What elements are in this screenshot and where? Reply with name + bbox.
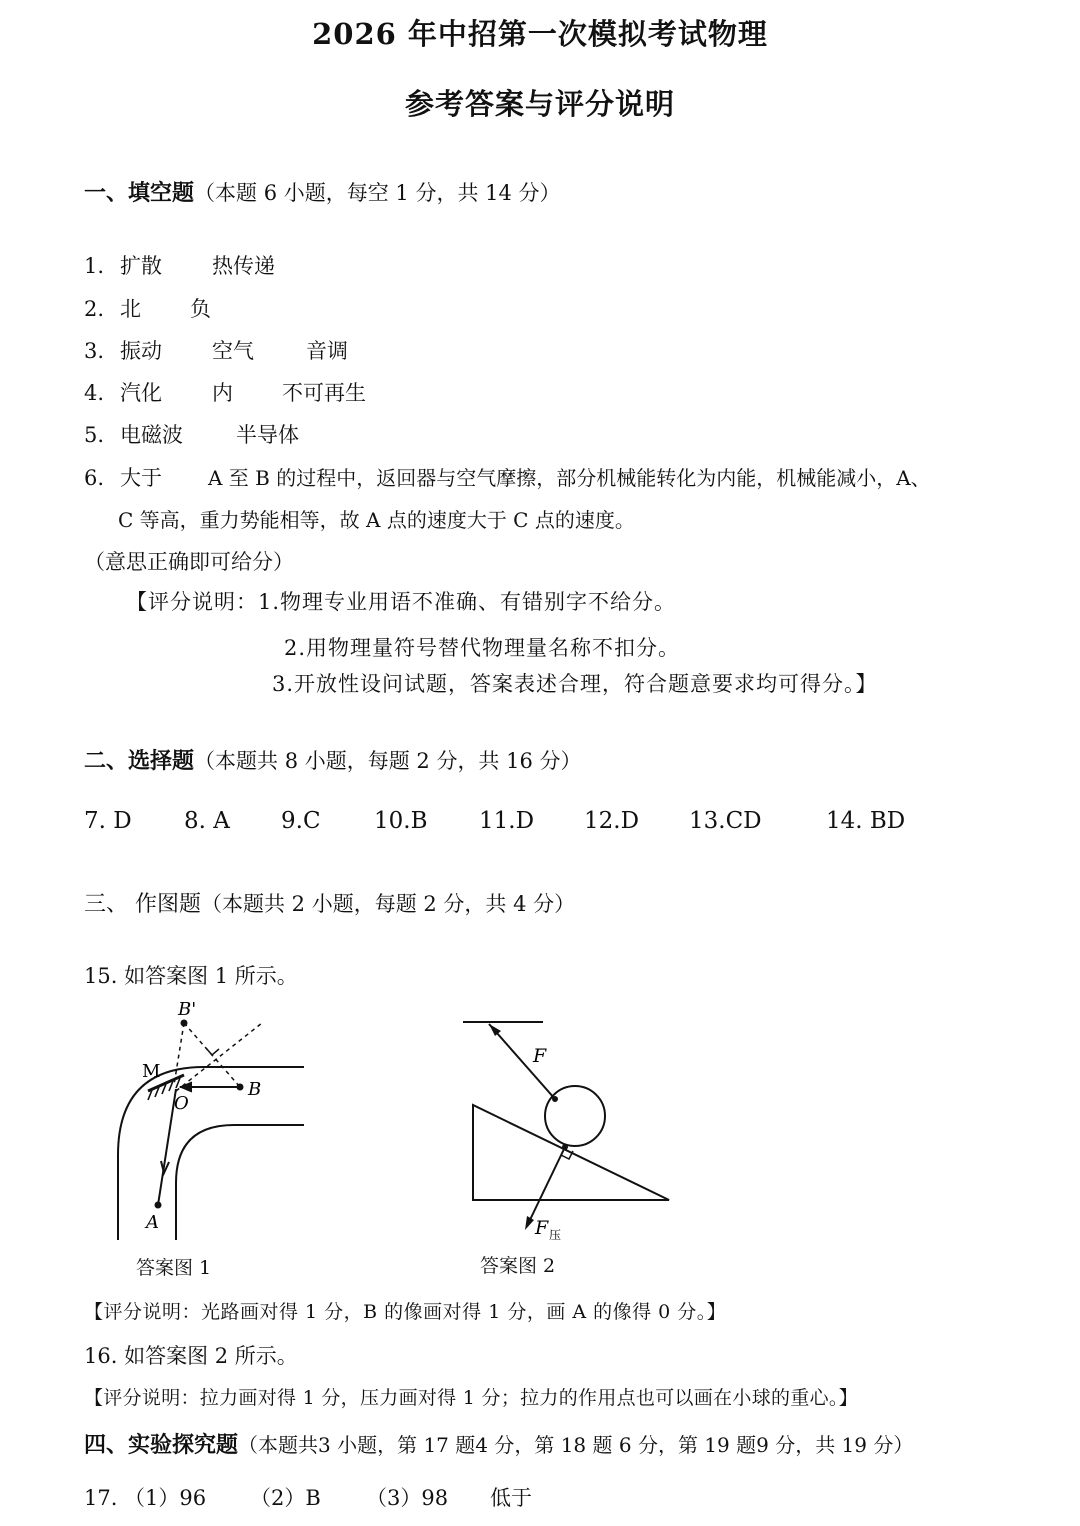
page-title: 2026 年中招第一次模拟考试物理 bbox=[312, 17, 768, 51]
contact-point bbox=[562, 1144, 568, 1150]
answer: （3）98 bbox=[366, 1486, 449, 1510]
explanation-line-2: C 等高，重力势能相等，故 A 点的速度大于 C 点的速度。 bbox=[118, 508, 635, 532]
answer-line-3: 3. 振动 空气 音调 bbox=[84, 335, 348, 365]
label-f-press-sub: 压 bbox=[549, 1228, 562, 1242]
incline bbox=[473, 1105, 669, 1200]
scoring-note-2: 2.用物理量符号替代物理量名称不扣分。 bbox=[284, 636, 681, 660]
point-b-prime bbox=[181, 1020, 188, 1027]
choice-answer: 7. D bbox=[84, 808, 132, 834]
point-b bbox=[237, 1084, 244, 1091]
tension-point bbox=[552, 1096, 558, 1102]
point-a bbox=[155, 1202, 162, 1209]
choice-answer: 10.B bbox=[374, 808, 428, 834]
pressure-line bbox=[528, 1147, 565, 1224]
ball bbox=[545, 1086, 605, 1146]
choice-answer: 9.C bbox=[281, 808, 321, 834]
answer: 振动 bbox=[120, 339, 162, 363]
choice-answer: 11.D bbox=[479, 808, 535, 834]
answer: 热传递 bbox=[212, 254, 275, 278]
explanation-line-1: A 至 B 的过程中，返回器与空气摩擦，部分机械能转化为内能，机械能减小，A、 bbox=[208, 466, 931, 490]
answer-line-17: 17. （1）96 （2）B （3）98 低于 bbox=[84, 1482, 532, 1512]
answer-line-6: 6. 大于 A 至 B 的过程中，返回器与空气摩擦，部分机械能转化为内能，机械能减小，A、 bbox=[84, 462, 931, 492]
right-angle-mark bbox=[206, 1048, 219, 1055]
figure-2-caption: 答案图 2 bbox=[480, 1255, 556, 1277]
choice-answers bbox=[0, 808, 1080, 842]
answer-line-1: 1. 扩散 热传递 bbox=[84, 250, 275, 280]
scoring-note-16: 【评分说明：拉力画对得 1 分，压力画对得 1 分；拉力的作用点也可以画在小球的重心。】 bbox=[84, 1387, 859, 1409]
label-f-press: F bbox=[535, 1217, 549, 1239]
answer: 半导体 bbox=[236, 423, 299, 447]
section-2-title: 二、选择题 bbox=[84, 748, 195, 774]
answer-line-5: 5. 电磁波 半导体 bbox=[84, 419, 299, 449]
section-3-desc: （本题共 2 小题，每题 2 分，共 4 分） bbox=[201, 892, 576, 916]
q16-text: 16. 如答案图 2 所示。 bbox=[84, 1344, 298, 1368]
section-4-desc: （本题共3 小题，第 17 题4 分，第 18 题 6 分，第 19 题9 分，共 19 分） bbox=[238, 1433, 914, 1457]
label-a: A bbox=[146, 1212, 159, 1233]
answer-line-2: 2. 北 负 bbox=[84, 293, 211, 323]
pressure-arrowhead bbox=[525, 1216, 534, 1230]
choice-answer: 12.D bbox=[584, 808, 640, 834]
answer: 大于 bbox=[120, 466, 162, 490]
section-1-desc: （本题 6 小题，每空 1 分，共 14 分） bbox=[194, 181, 561, 205]
section-4-title: 四、实验探究题 bbox=[84, 1432, 239, 1458]
answer: （1）96 bbox=[124, 1486, 207, 1510]
figure-1-caption: 答案图 1 bbox=[136, 1257, 212, 1279]
answer: （2）B bbox=[250, 1486, 321, 1510]
section-1-heading bbox=[84, 176, 561, 207]
answer: 汽化 bbox=[120, 381, 162, 405]
answer: 音调 bbox=[306, 339, 348, 363]
answer: 空气 bbox=[212, 339, 254, 363]
label-o: O bbox=[174, 1093, 189, 1114]
scoring-note-15: 【评分说明：光路画对得 1 分，B 的像画对得 1 分，画 A 的像得 0 分。】 bbox=[84, 1301, 727, 1323]
label-b-prime: B' bbox=[178, 999, 197, 1020]
section-1-title: 一、填空题 bbox=[84, 180, 195, 206]
answer-figure-1 bbox=[100, 995, 320, 1250]
label-b: B bbox=[248, 1079, 262, 1100]
scoring-note-3: 3.开放性设问试题，答案表述合理，符合题意要求均可得分。】 bbox=[272, 672, 878, 696]
choice-answer: 14. BD bbox=[826, 808, 906, 834]
scoring-note-1: 【评分说明：1.物理专业用语不准确、有错别字不给分。 bbox=[126, 590, 677, 614]
answer: 电磁波 bbox=[120, 423, 183, 447]
label-m: M bbox=[142, 1061, 161, 1082]
answer: 负 bbox=[190, 297, 211, 321]
choice-answer: 8. A bbox=[184, 808, 230, 834]
answer: 低于 bbox=[490, 1486, 532, 1510]
incident-arrow bbox=[180, 1082, 192, 1092]
section-2-desc: （本题共 8 小题，每题 2 分，共 16 分） bbox=[194, 749, 582, 773]
section-2-heading bbox=[84, 744, 582, 775]
section-3-heading bbox=[84, 887, 575, 918]
answer: 内 bbox=[212, 381, 233, 405]
section-3-title: 三、 作图题 bbox=[84, 892, 201, 917]
answer: 北 bbox=[120, 297, 141, 321]
page-subtitle: 参考答案与评分说明 bbox=[404, 87, 675, 121]
answer: 扩散 bbox=[120, 254, 162, 278]
label-f: F bbox=[533, 1045, 547, 1067]
answer-line-4: 4. 汽化 内 不可再生 bbox=[84, 377, 366, 407]
q15-text: 15. 如答案图 1 所示。 bbox=[84, 964, 298, 988]
answer-figure-2 bbox=[455, 1010, 685, 1250]
inner-curve bbox=[176, 1125, 304, 1240]
section-4-heading bbox=[84, 1428, 913, 1459]
note-correct: （意思正确即可给分） bbox=[84, 550, 294, 574]
choice-answer: 13.CD bbox=[689, 808, 762, 834]
answer: 不可再生 bbox=[282, 381, 366, 405]
